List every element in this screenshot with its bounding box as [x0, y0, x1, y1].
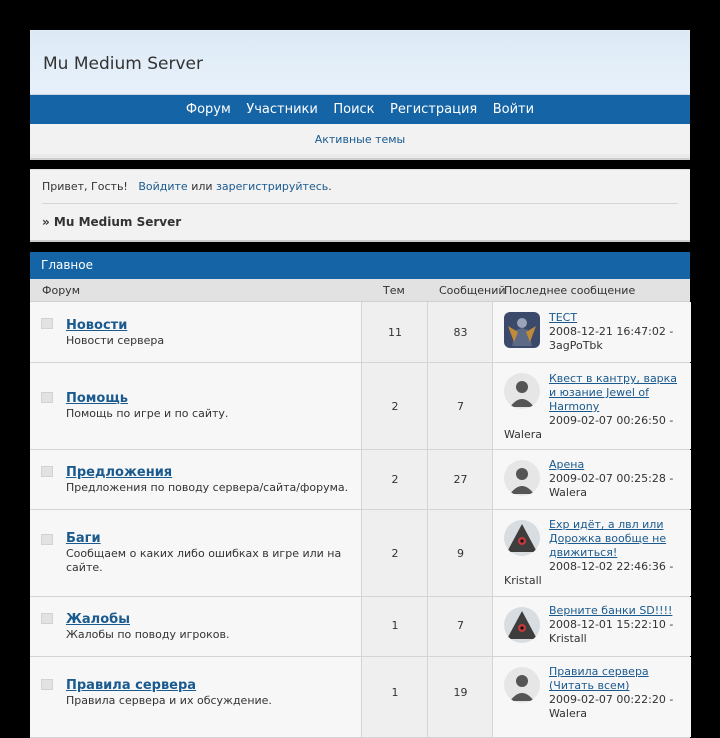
posts-cell: [427, 363, 493, 449]
last-post-author: Walera: [549, 707, 588, 720]
topics-cell: [361, 657, 428, 737]
forum-status-icon: [41, 534, 53, 545]
welcome-box: [30, 169, 690, 242]
col-last-post: Последнее сообщение: [504, 284, 636, 297]
last-post-title: [549, 518, 683, 574]
forum-link[interactable]: Новости: [66, 318, 128, 333]
last-post-author: Walera: [549, 486, 588, 499]
topics-cell: [361, 510, 428, 596]
forum-link[interactable]: Жалобы: [66, 612, 130, 627]
topics-count: 1: [391, 619, 399, 632]
topics-count: 2: [391, 547, 399, 560]
last-post-link-cont[interactable]: и юзание Jewel of: [549, 386, 650, 399]
col-posts: Сообщений: [439, 284, 506, 297]
forum-description-line: сайте.: [66, 561, 103, 574]
column-headers: [30, 279, 690, 302]
site-title[interactable]: Mu Medium Server: [43, 54, 203, 74]
forum-status-icon: [41, 318, 53, 329]
login-link[interactable]: Войдите: [138, 180, 188, 193]
default-user-avatar-icon: [504, 373, 540, 409]
forum-link[interactable]: Помощь: [66, 391, 128, 406]
forum-row: [30, 510, 690, 597]
last-post-link-cont[interactable]: Harmony: [549, 400, 600, 413]
posts-count: 27: [453, 473, 468, 486]
topics-count: 2: [391, 400, 399, 413]
forum-link[interactable]: Предложения: [66, 465, 173, 480]
last-post-meta: 2008-12-02 22:46:36 -: [549, 560, 674, 573]
breadcrumb[interactable]: » Mu Medium Server: [42, 215, 182, 229]
forum-description-line: Сообщаем о каких либо ошибках в игре или на: [66, 547, 342, 560]
last-post-author: Kristall: [504, 574, 542, 587]
posts-count: 9: [457, 547, 464, 560]
last-post-cell: [492, 597, 691, 656]
nav-register[interactable]: Регистрация: [390, 102, 478, 117]
posts-count: 83: [453, 326, 468, 339]
last-post-meta: 2009-02-07 00:26:50 -: [549, 414, 674, 427]
topics-cell: [361, 597, 428, 656]
last-post-meta: 2008-12-21 16:47:02 -: [549, 325, 674, 338]
forum-status-icon: [41, 466, 53, 477]
topics-count: 11: [388, 326, 402, 339]
greeting-text: Привет, Гость!: [42, 180, 128, 193]
forum-description: Предложения по поводу сервера/сайта/форума.: [66, 481, 349, 494]
forum-link[interactable]: Правила сервера: [66, 678, 197, 693]
dot-text: .: [328, 180, 332, 193]
forum-status-icon: [41, 392, 53, 403]
last-post-link-cont[interactable]: движиться!: [549, 546, 618, 559]
last-post-author: Walera: [504, 428, 543, 441]
forum-description: Помощь по игре и по сайту.: [66, 407, 229, 420]
posts-count: 19: [453, 686, 468, 699]
posts-count: 7: [457, 619, 464, 632]
last-post-cell: [492, 657, 691, 737]
welcome-line: [42, 180, 332, 193]
last-post-link[interactable]: ТЕСТ: [549, 311, 578, 324]
active-topics-link[interactable]: Активные темы: [314, 133, 406, 146]
last-post-meta: 2008-12-01 15:22:10 -: [549, 618, 674, 631]
last-post-cell: [492, 302, 691, 362]
forum-row: [30, 302, 690, 363]
posts-cell: [427, 510, 493, 596]
forum-description: Новости сервера: [66, 334, 165, 347]
main-nav: [30, 95, 690, 124]
forum-description: [66, 547, 356, 575]
col-forum: Форум: [42, 284, 80, 297]
sub-nav: [30, 124, 690, 154]
forum-row: [30, 363, 690, 450]
nav-search[interactable]: Поиск: [333, 102, 375, 117]
category-header[interactable]: Главное: [30, 252, 690, 279]
warrior-avatar-icon: [504, 312, 540, 348]
topics-cell: [361, 302, 428, 362]
pyramid-eye-avatar-icon: [504, 520, 540, 556]
forum-description: Жалобы по поводу игроков.: [66, 628, 230, 641]
last-post-author: 3agPoTbk: [549, 339, 603, 352]
site-brand: [30, 30, 690, 95]
last-post-link-cont[interactable]: Дорожка вообще не: [549, 532, 667, 545]
last-post-meta: 2009-02-07 00:22:20 -: [549, 693, 674, 706]
col-topics: Тем: [383, 284, 405, 297]
last-post-link[interactable]: Верните банки SD!!!!: [549, 604, 673, 617]
last-post-link[interactable]: Exp идёт, а лвл или: [549, 518, 664, 531]
pyramid-eye-avatar-icon: [504, 607, 540, 643]
last-post-link[interactable]: Арена: [549, 458, 585, 471]
forum-link[interactable]: Баги: [66, 531, 101, 546]
default-user-avatar-icon: [504, 667, 540, 703]
last-post-title: [549, 372, 683, 428]
forum-row: [30, 657, 690, 738]
divider: [42, 203, 678, 204]
topics-count: 2: [391, 473, 399, 486]
nav-login[interactable]: Войти: [492, 102, 535, 117]
default-user-avatar-icon: [504, 460, 540, 496]
posts-cell: [427, 597, 493, 656]
forum-row: [30, 597, 690, 657]
last-post-link[interactable]: Правила сервера: [549, 665, 649, 678]
forum-status-icon: [41, 679, 53, 690]
forum-row: [30, 450, 690, 510]
forum-status-icon: [41, 613, 53, 624]
last-post-info: [549, 665, 683, 721]
posts-cell: [427, 450, 493, 509]
site-header: [30, 30, 690, 160]
posts-cell: [427, 302, 493, 362]
last-post-cell: [492, 450, 691, 509]
topics-count: 1: [391, 686, 399, 699]
last-post-cell: [492, 363, 691, 449]
posts-cell: [427, 657, 493, 737]
forum-description: Правила сервера и их обсуждение.: [66, 694, 272, 707]
last-post-info: [549, 458, 683, 500]
nav-members[interactable]: Участники: [246, 102, 318, 117]
forum-board: [30, 252, 690, 732]
last-post-link-cont[interactable]: (Читать всем): [549, 679, 630, 692]
register-link[interactable]: зарегистрируйтесь: [216, 180, 329, 193]
last-post-cell: [492, 510, 691, 596]
topics-cell: [361, 450, 428, 509]
last-post-info: [549, 311, 683, 353]
or-text: или: [191, 180, 213, 193]
last-post-meta: 2009-02-07 00:25:28 -: [549, 472, 674, 485]
nav-forum[interactable]: Форум: [185, 102, 231, 117]
last-post-info: [549, 604, 683, 646]
topics-cell: [361, 363, 428, 449]
posts-count: 7: [457, 400, 464, 413]
last-post-link[interactable]: Квест в кантру, варка: [549, 372, 678, 385]
last-post-author: Kristall: [549, 632, 587, 645]
